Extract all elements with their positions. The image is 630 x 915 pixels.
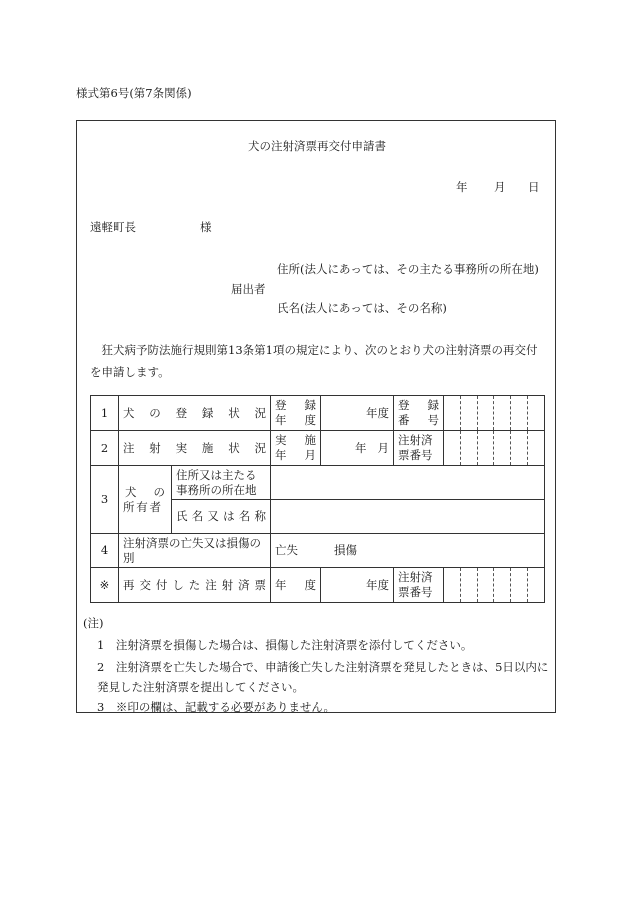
year-unit: 年 bbox=[355, 440, 367, 455]
header-char: 番 bbox=[398, 413, 410, 427]
row-number: 4 bbox=[91, 534, 119, 568]
table-row bbox=[91, 396, 545, 431]
note-item: 3 ※印の欄は、記載する必要がありません。 bbox=[97, 700, 336, 714]
form-code: 様式第6号(第7条関係) bbox=[76, 86, 192, 100]
date-month-label: 月 bbox=[494, 180, 506, 194]
row-number: 2 bbox=[91, 431, 119, 466]
owner-name-field[interactable] bbox=[271, 500, 545, 534]
label-line: 住所又は主たる bbox=[176, 467, 257, 482]
owner-char: 犬 bbox=[125, 484, 137, 499]
owner-address-label bbox=[172, 466, 271, 500]
note-item: 2 注射済票を亡失した場合で、申請後亡失した注射済票を発見したときは、5日以内に発見した注射済票を提出してください。 bbox=[97, 660, 549, 694]
injection-date-field[interactable] bbox=[321, 431, 394, 466]
header-char: 度 bbox=[304, 577, 316, 592]
registration-number-field[interactable] bbox=[444, 396, 545, 431]
header-char: 施 bbox=[304, 433, 316, 447]
header-char: 実 bbox=[275, 433, 287, 447]
application-form bbox=[76, 120, 556, 713]
registration-year-header bbox=[271, 396, 321, 431]
header-line: 票番号 bbox=[398, 448, 433, 462]
injection-month-header bbox=[271, 431, 321, 466]
header-char: 登 bbox=[275, 398, 287, 412]
header-line: 注射済 bbox=[398, 570, 433, 584]
label-text: 犬 の 登 録 状 況 bbox=[123, 405, 266, 420]
tag-number-header bbox=[394, 431, 444, 466]
reissue-tag-number-header bbox=[394, 568, 444, 603]
header-char: 度 bbox=[304, 413, 316, 427]
injection-status-label: 注 射 実 施 状 況 bbox=[119, 431, 271, 466]
reissued-tag-label: 再 交 付 し た 注 射 済 票 bbox=[119, 568, 271, 603]
date-day-label: 日 bbox=[528, 180, 540, 194]
addressee-name: 遠軽町長 bbox=[90, 220, 136, 234]
header-char: 録 bbox=[304, 398, 316, 412]
notes-heading: (注) bbox=[83, 616, 104, 630]
label-line: 注射済票の亡失又は損傷の bbox=[123, 535, 261, 550]
header-char: 年 bbox=[275, 413, 287, 427]
label-line: 別 bbox=[123, 550, 135, 565]
owner-address-field[interactable] bbox=[271, 466, 545, 500]
row-number: 3 bbox=[91, 466, 119, 534]
header-char: 年 bbox=[275, 448, 287, 462]
header-line: 票番号 bbox=[398, 585, 433, 599]
owner-line: 所有者 bbox=[123, 499, 163, 514]
registration-number-header bbox=[394, 396, 444, 431]
header-char: 号 bbox=[427, 413, 439, 427]
addressee-honorific: 様 bbox=[200, 220, 212, 234]
row-number: ※ bbox=[91, 568, 119, 603]
row-number: 1 bbox=[91, 396, 119, 431]
owner-label bbox=[119, 466, 172, 534]
document-title: 犬の注射済票再交付申請書 bbox=[248, 139, 386, 153]
month-unit: 月 bbox=[377, 440, 389, 455]
header-char: 年 bbox=[275, 577, 287, 592]
header-char: 月 bbox=[304, 448, 316, 462]
header-char: 録 bbox=[427, 398, 439, 412]
applicant-group-label: 届出者 bbox=[231, 282, 266, 296]
header-char: 登 bbox=[398, 398, 410, 412]
reissue-year-header bbox=[271, 568, 321, 603]
application-table bbox=[90, 395, 545, 603]
table-row bbox=[91, 568, 545, 603]
owner-char: の bbox=[153, 484, 165, 499]
note-item: 1 注射済票を損傷した場合は、損傷した注射済票を添付してください。 bbox=[97, 638, 473, 652]
option-damaged[interactable]: 損傷 bbox=[334, 543, 357, 557]
reissue-tag-number-field[interactable] bbox=[444, 568, 545, 603]
table-row bbox=[91, 534, 545, 568]
registration-year-field[interactable]: 年度 bbox=[321, 396, 394, 431]
dog-registration-status-label bbox=[119, 396, 271, 431]
loss-damage-label bbox=[119, 534, 271, 568]
date-year-label: 年 bbox=[456, 180, 468, 194]
reissue-year-field[interactable]: 年度 bbox=[321, 568, 394, 603]
applicant-name-label: 氏名(法人にあっては、その名称) bbox=[277, 301, 447, 315]
header-line: 注射済 bbox=[398, 433, 433, 447]
table-row bbox=[91, 466, 545, 500]
body-text: 狂犬病予防法施行規則第13条第1項の規定により、次のとおり犬の注射済票の再交付を申請します。 bbox=[90, 343, 538, 379]
label-line: 事務所の所在地 bbox=[176, 482, 257, 497]
table-row bbox=[91, 431, 545, 466]
owner-name-label: 氏 名 又 は 名 称 bbox=[172, 500, 271, 534]
tag-number-field[interactable] bbox=[444, 431, 545, 466]
applicant-address-label: 住所(法人にあっては、その主たる事務所の所在地) bbox=[277, 262, 539, 276]
option-lost[interactable]: 亡失 bbox=[275, 543, 298, 557]
loss-damage-field[interactable] bbox=[271, 534, 545, 568]
